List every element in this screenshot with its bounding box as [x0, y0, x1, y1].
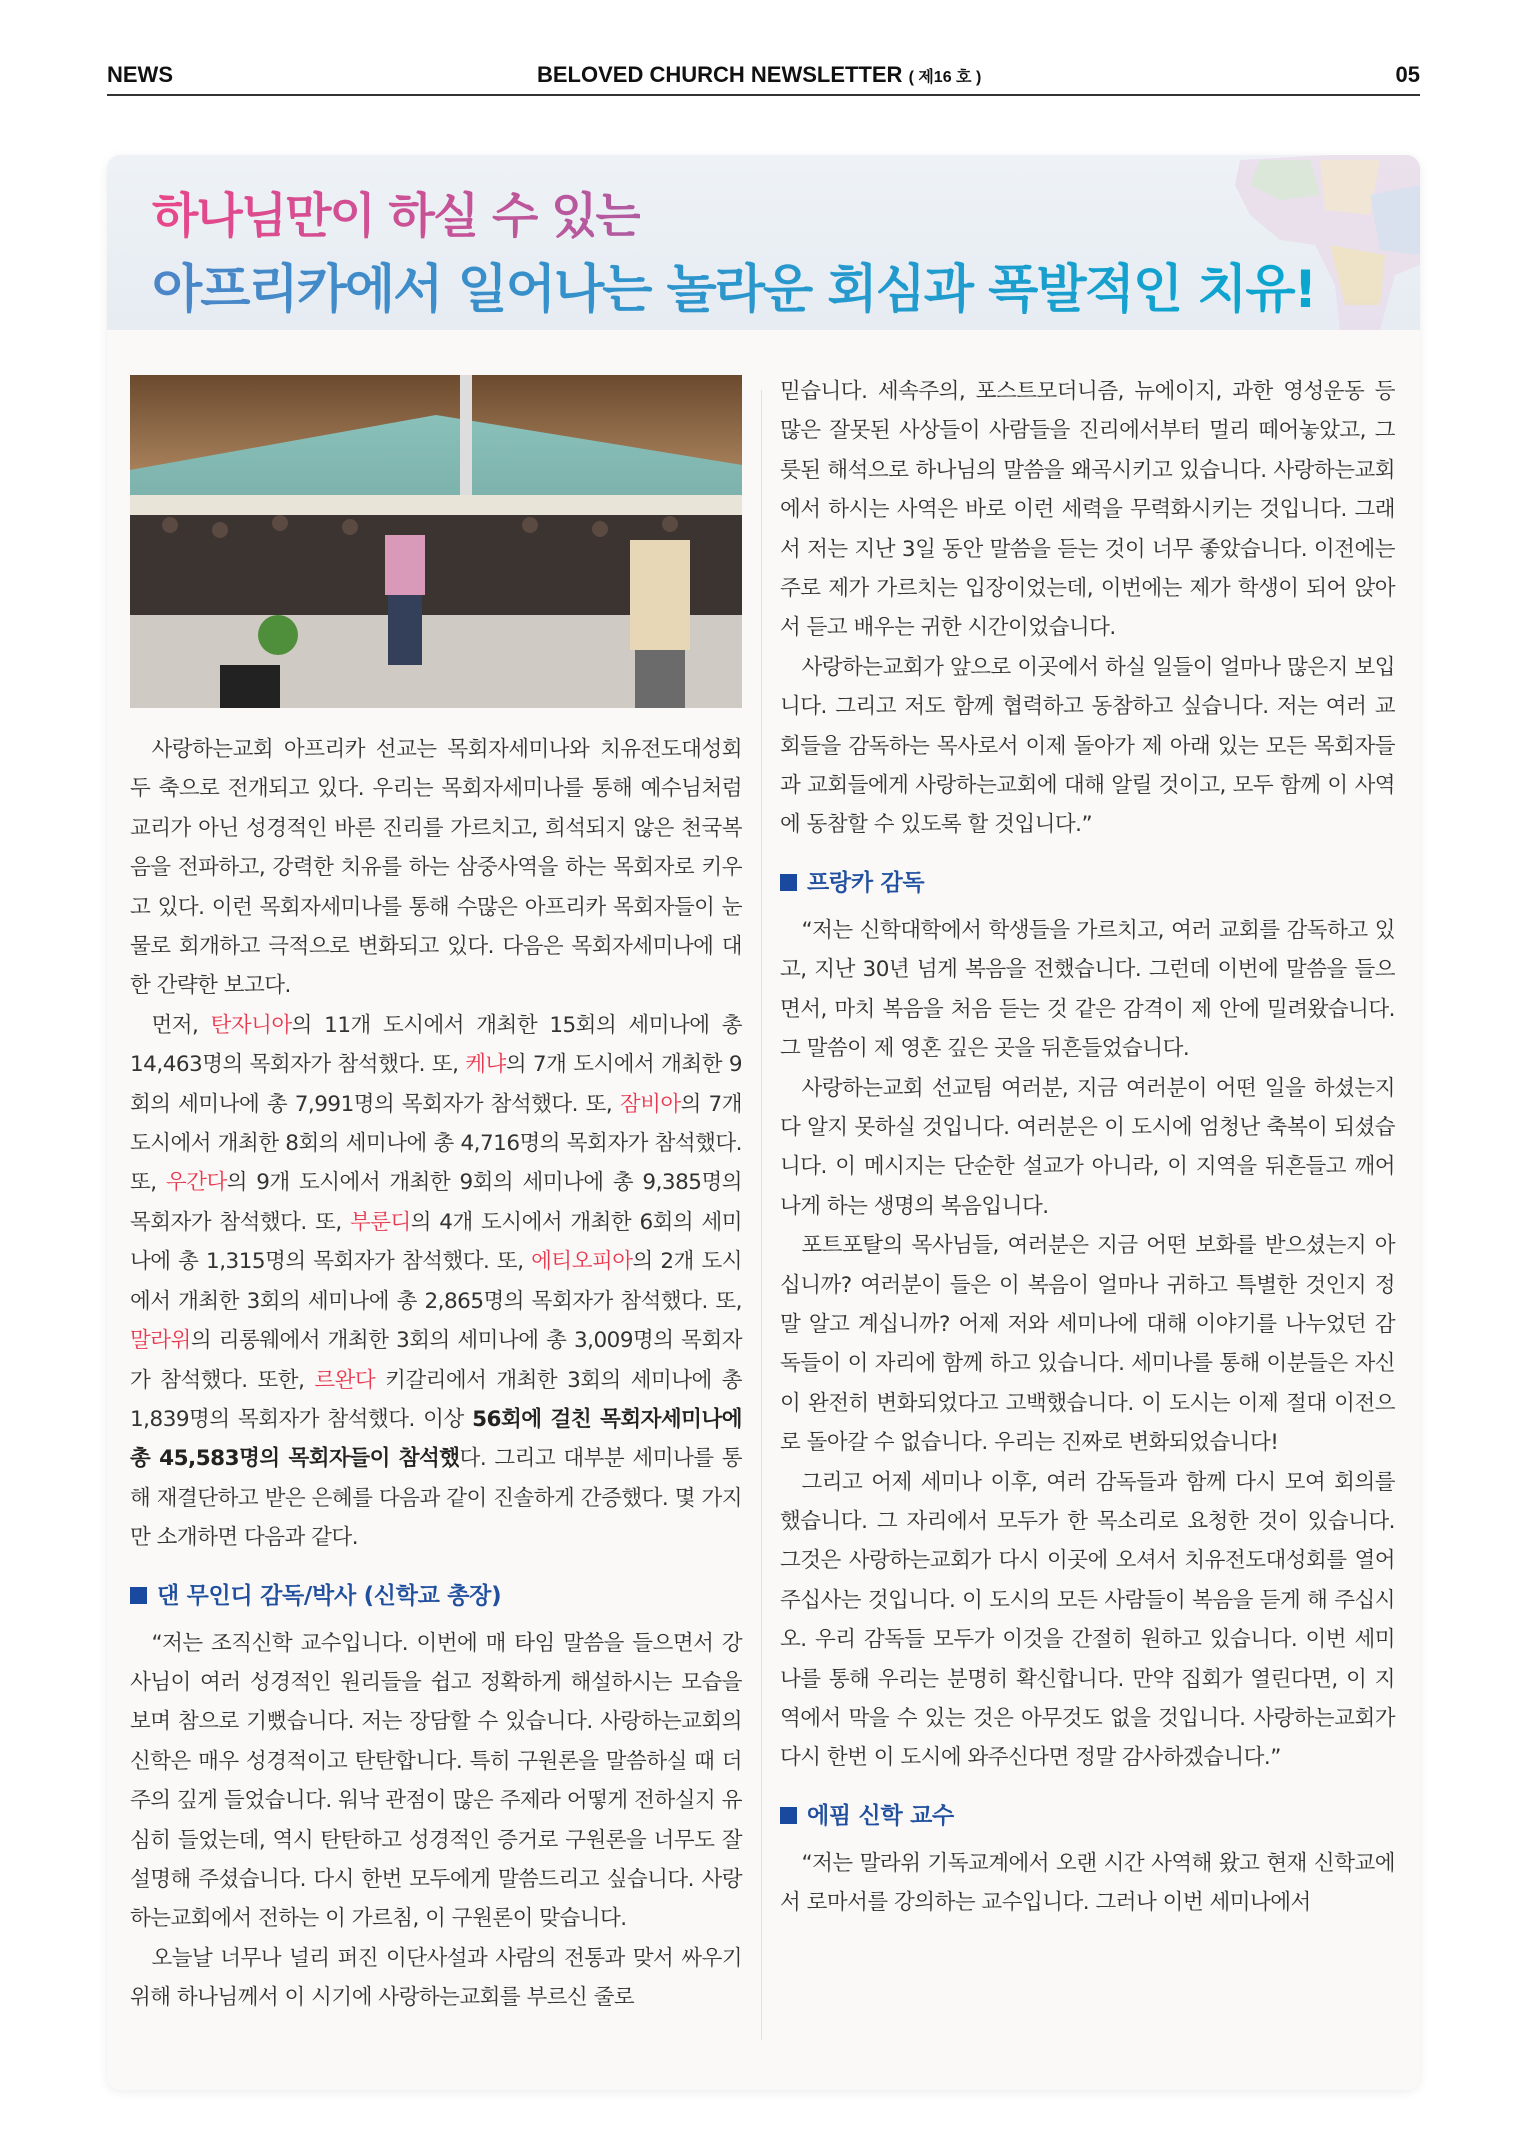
- country-name: 탄자니아: [210, 1012, 292, 1038]
- page-header: [107, 58, 1420, 96]
- section-label: NEWS: [107, 62, 173, 87]
- seminar-photo: [130, 375, 742, 708]
- section-heading: [780, 1796, 1395, 1836]
- body-paragraph: [780, 1069, 1395, 1227]
- text-segment: “저는 말라위 기독교계에서 오랜 시간 사역해 왔고 현재 신학교에서 로마서를 강의하는 교수입니다. 그러나 이번 세미나에서: [780, 1850, 1395, 1916]
- page-number: 05: [1395, 62, 1420, 87]
- country-name: 에티오피아: [531, 1249, 633, 1275]
- text-segment: 포트포탈의 목사님들, 여러분은 지금 어떤 보화를 받으셨는지 아십니까? 여러분이 들은 이 복음이 얼마나 귀하고 특별한 것인지 정말 알고 계십니까? 어제 저와 세미나에 대해 이야기를 나누었던 감독들이 이 자리에 함께 하고 있습니다. 세미나를 통해 이분들은 자신이 완전히 변화되었다고 고백했습니다. 이 도시는 이제 절대 이전으로 돌아갈 수 없습니다. 우리는 진짜로 변화되었습니다!: [780, 1233, 1395, 1456]
- section-heading: [780, 863, 1395, 903]
- newsletter-title: [537, 62, 981, 88]
- emphasis-text: 56회에 걸친 목회자세미나에 총 45,583명의 목회자들이 참석했: [130, 1406, 742, 1472]
- body-paragraph: [780, 1463, 1395, 1778]
- banner-title-line-1: 하나님만이 하실 수 있는: [152, 177, 640, 246]
- body-paragraph: [130, 1006, 742, 1558]
- newsletter-name: BELOVED CHURCH NEWSLETTER: [537, 62, 903, 87]
- text-segment: 먼저,: [151, 1012, 211, 1038]
- text-segment: 그리고 어제 세미나 이후, 여러 감독들과 함께 다시 모여 회의를 했습니다. 그 자리에서 모두가 한 목소리로 요청한 것이 있습니다. 그것은 사랑하는교회가 다시 이곳에 오셔서 치유전도대성회를 열어주십사는 것입니다. 이 도시의 모든 사람들이 복음을 듣게 해 주십시오. 우리 감독들 모두가 이것을 간절히 원하고 있습니다. 이번 세미나를 통해 우리는 분명히 확신합니다. 만약 집회가 열린다면, 이 지역에서 막을 수 있는 것은 아무것도 없을 것입니다. 사랑하는교회가 다시 한번 이 도시에 와주신다면 정말 감사하겠습니다.”: [780, 1469, 1395, 1771]
- banner-title-line-2: 아프리카에서 일어나는 놀라운 회심과 폭발적인 치유!: [152, 247, 1315, 322]
- column-divider: [761, 390, 762, 2040]
- text-segment: 사랑하는교회가 앞으로 이곳에서 하실 일들이 얼마나 많은지 보입니다. 그리고 저도 함께 협력하고 동참하고 싶습니다. 저는 여러 교회들을 감독하는 목사로서 이제 돌아가 제 아래 있는 모든 목회자들과 교회들에게 사랑하는교회에 대해 알릴 것이고, 모두 함께 이 사역에 동참할 수 있도록 할 것입니다.”: [780, 654, 1395, 838]
- body-paragraph: [780, 1226, 1395, 1462]
- text-segment: 의 4개 도시에서 개최한 6회의 세미나에 총 1,315명의 목회자가 참석했다. 또,: [130, 1209, 743, 1275]
- text-segment: 의 7개 도시에서 개최한 9회의 세미나에 총 7,991명의 목회자가 참석했다. 또,: [130, 1052, 742, 1117]
- text-segment: 의 7개 도시에서 개최한 8회의 세미나에 총 4,716명의 목회자가 참석했다. 또,: [130, 1091, 742, 1196]
- country-name: 르완다: [314, 1367, 376, 1393]
- text-segment: 의 2개 도시에서 개최한 3회의 세미나에 총 2,865명의 목회자가 참석했다. 또,: [130, 1249, 742, 1314]
- section-heading-text: 댄 무인디 감독/박사 (신학교 총장): [157, 1582, 502, 1609]
- text-segment: 키갈리에서 개최한 3회의 세미나에 총 1,839명의 목회자가 참석했다. 이상: [130, 1367, 743, 1432]
- body-paragraph: [780, 372, 1395, 648]
- country-name: 부룬디: [349, 1209, 411, 1235]
- square-bullet-icon: [130, 1587, 147, 1604]
- left-column: [130, 730, 742, 2018]
- section-heading-text: 프랑카 감독: [807, 869, 925, 896]
- text-segment: “저는 신학대학에서 학생들을 가르치고, 여러 교회를 감독하고 있고, 지난 30년 넘게 복음을 전했습니다. 그런데 이번에 말씀을 들으면서, 마치 복음을 처음 듣는 것 같은 감격이 제 안에 밀려왔습니다. 그 말씀이 제 영혼 깊은 곳을 뒤흔들었습니다.: [780, 917, 1395, 1062]
- text-segment: “저는 조직신학 교수입니다. 이번에 매 타임 말씀을 들으면서 강사님이 여러 성경적인 원리들을 쉽고 정확하게 해설하시는 모습을 보며 참으로 기뻤습니다. 저는 장담할 수 있습니다. 사랑하는교회의 신학은 매우 성경적이고 탄탄합니다. 특히 구원론을 말씀하실 때 더 주의 깊게 들었습니다. 워낙 관점이 많은 주제라 어떻게 전하실지 유심히 들었는데, 역시 탄탄하고 성경적인 증거로 구원론을 너무도 잘 설명해 주셨습니다. 다시 한번 모두에게 말씀드리고 싶습니다. 사랑하는교회에서 전하는 이 가르침, 이 구원론이 맞습니다.: [130, 1630, 742, 1932]
- issue-number: ( 제16 호 ): [908, 69, 982, 86]
- country-name: 말라위: [130, 1328, 191, 1354]
- text-segment: 의 9개 도시에서 개최한 9회의 세미나에 총 9,385명의 목회자가 참석했다. 또,: [130, 1170, 742, 1235]
- section-heading: [130, 1576, 742, 1616]
- square-bullet-icon: [780, 874, 797, 891]
- country-name: 케냐: [465, 1052, 506, 1078]
- body-paragraph: [780, 1844, 1395, 1923]
- section-heading-text: 에핌 신학 교수: [807, 1802, 954, 1829]
- country-name: 우간다: [165, 1170, 227, 1196]
- text-segment: 의 11개 도시에서 개최한 15회의 세미나에 총 14,463명의 목회자가 참석했다. 또,: [130, 1012, 742, 1078]
- body-paragraph: [130, 1624, 742, 1939]
- text-segment: 의 리롱웨에서 개최한 3회의 세미나에 총 3,009명의 목회자가 참석했다. 또한,: [130, 1328, 742, 1393]
- text-segment: 사랑하는교회 선교팀 여러분, 지금 여러분이 어떤 일을 하셨는지 다 알지 못하실 것입니다. 여러분은 이 도시에 엄청난 축복이 되셨습니다. 이 메시지는 단순한 설교가 아니라, 이 지역을 뒤흔들고 깨어나게 하는 생명의 복음입니다.: [780, 1075, 1395, 1219]
- text-segment: 다. 그리고 대부분 세미나를 통해 재결단하고 받은 은혜를 다음과 같이 진솔하게 간증했다. 몇 가지만 소개하면 다음과 같다.: [130, 1446, 742, 1551]
- body-paragraph: [780, 911, 1395, 1069]
- text-segment: 사랑하는교회 아프리카 선교는 목회자세미나와 치유전도대성회 두 축으로 전개되고 있다. 우리는 목회자세미나를 통해 예수님처럼 교리가 아닌 성경적인 바른 진리를 가르치고, 희석되지 않은 천국복음을 전파하고, 강력한 치유를 하는 삼중사역을 하는 목회자로 키우고 있다. 이런 목회자세미나를 통해 수많은 아프리카 목회자들이 눈물로 회개하고 극적으로 변화되고 있다. 다음은 목회자세미나에 대한 간략한 보고다.: [130, 737, 742, 999]
- text-segment: 믿습니다. 세속주의, 포스트모더니즘, 뉴에이지, 과한 영성운동 등 많은 잘못된 사상들이 사람들을 진리에서부터 멀리 떼어놓았고, 그릇된 해석으로 하나님의 말씀을 왜곡시키고 있습니다. 사랑하는교회에서 하시는 사역은 바로 이런 세력을 무력화시키는 것입니다. 그래서 저는 지난 3일 동안 말씀을 듣는 것이 너무 좋았습니다. 이전에는 주로 제가 가르치는 입장이었는데, 이번에는 제가 학생이 되어 앉아서 듣고 배우는 귀한 시간이었습니다.: [780, 379, 1395, 641]
- right-column: [780, 372, 1395, 1923]
- text-segment: 오늘날 너무나 널리 퍼진 이단사설과 사람의 전통과 맞서 싸우기 위해 하나님께서 이 시기에 사랑하는교회를 부르신 줄로: [130, 1945, 742, 2011]
- title-banner: [107, 155, 1420, 330]
- body-paragraph: [130, 730, 742, 1006]
- body-paragraph: [780, 648, 1395, 845]
- body-paragraph: [130, 1939, 742, 2018]
- square-bullet-icon: [780, 1807, 797, 1824]
- country-name: 잠비아: [619, 1091, 681, 1117]
